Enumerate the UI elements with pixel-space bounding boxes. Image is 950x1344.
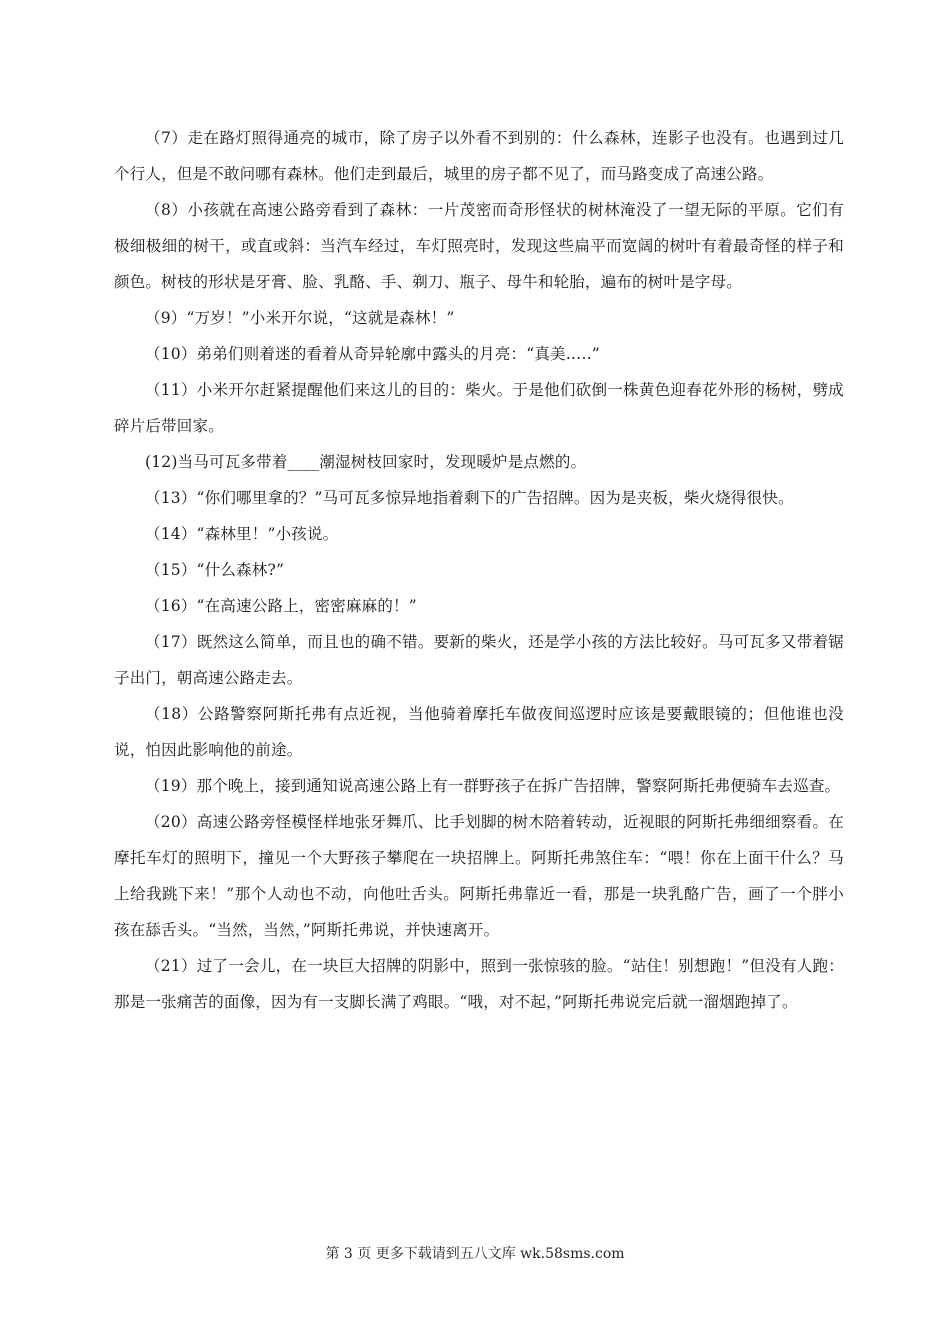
paragraph-12: (12)当马可瓦多带着____潮湿树枝回家时，发现暖炉是点燃的。 bbox=[145, 453, 587, 471]
paragraph-8: （8）小孩就在高速公路旁看到了森林：一片茂密而奇形怪状的树林淹没了一望无际的平原。它们有极细极细的树干，或直或斜：当汽车经过，车灯照亮时，发现这些扁平而宽阔的树叶有着最奇怪的样子和颜色。树枝的形状是牙膏、脸、乳酪、手、剃刀、瓶子、母牛和轮胎，遍布的树叶是字母。 bbox=[114, 201, 844, 291]
paragraph-21: （21）过了一会儿，在一块巨大招牌的阴影中，照到一张惊骇的脸。“站住！别想跑！”但没有人跑：那是一张痛苦的面像，因为有一支脚长满了鸡眼。“哦，对不起，”阿斯托弗说完后就一溜烟跑掉了。 bbox=[114, 957, 844, 1011]
paragraph-20: （20）高速公路旁怪模怪样地张牙舞爪、比手划脚的树木陪着转动，近视眼的阿斯托弗细细察看。在摩托车灯的照明下，撞见一个大野孩子攀爬在一块招牌上。阿斯托弗煞住车：“喂！你在上面干什么？马上给我跳下来！”那个人动也不动，向他吐舌头。阿斯托弗靠近一看，那是一块乳酪广告，画了一个胖小孩在舔舌头。“当然，当然，”阿斯托弗说，并快速离开。 bbox=[114, 813, 844, 939]
paragraph-14: （14）“森林里！”小孩说。 bbox=[145, 525, 339, 543]
paragraph-11: （11）小米开尔赶紧提醒他们来这儿的目的：柴火。于是他们砍倒一株黄色迎春花外形的杨树，劈成碎片后带回家。 bbox=[114, 381, 844, 435]
paragraph-7: （7）走在路灯照得通亮的城市，除了房子以外看不到别的：什么森林，连影子也没有。也遇到过几个行人，但是不敢问哪有森林。他们走到最后，城里的房子都不见了，而马路变成了高速公路。 bbox=[114, 129, 844, 183]
paragraph-13: （13）“你们哪里拿的？”马可瓦多惊异地指着剩下的广告招牌。因为是夹板，柴火烧得很快。 bbox=[145, 489, 794, 507]
paragraph-16: （16）“在高速公路上，密密麻麻的！” bbox=[145, 597, 417, 615]
paragraph-19: （19）那个晚上，接到通知说高速公路上有一群野孩子在拆广告招牌，警察阿斯托弗便骑车去巡查。 bbox=[145, 777, 841, 795]
paragraph-17: （17）既然这么简单，而且也的确不错。要新的柴火，还是学小孩的方法比较好。马可瓦多又带着锯子出门，朝高速公路走去。 bbox=[114, 633, 844, 687]
paragraph-9: （9）“万岁！”小米开尔说，“这就是森林！” bbox=[145, 309, 455, 327]
paragraph-15: （15）“什么森林?” bbox=[145, 561, 285, 579]
paragraph-10: （10）弟弟们则着迷的看着从奇异轮廓中露头的月亮：“真美…..” bbox=[145, 345, 600, 363]
page-footer: 第 3 页 更多下载请到五八文库 wk.58sms.com bbox=[325, 1246, 625, 1262]
article-body bbox=[114, 120, 844, 1020]
paragraph-18: （18）公路警察阿斯托弗有点近视，当他骑着摩托车做夜间巡逻时应该是要戴眼镜的；但他谁也没说，怕因此影响他的前途。 bbox=[114, 705, 844, 759]
